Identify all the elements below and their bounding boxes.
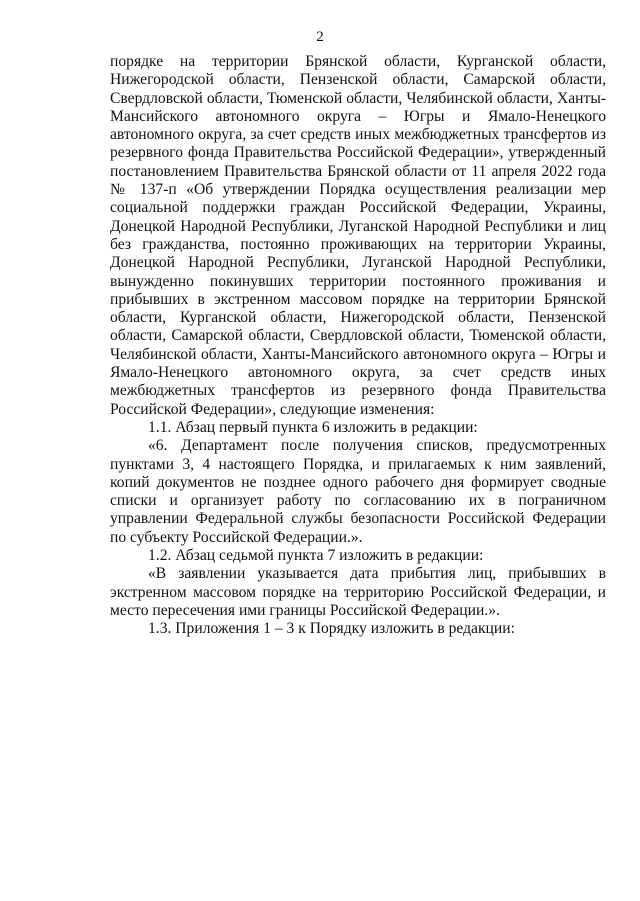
paragraph-item-1-1: 1.1. Абзац первый пункта 6 изложить в редакции:: [148, 418, 478, 436]
paragraph-quote-application: «В заявлении указывается дата прибытия лиц, прибывших в экстренном массовом порядке на территорию Российской Федерации, и место пересечения ими границы Российской Федерации.».: [110, 565, 606, 619]
paragraph-item-1-3: 1.3. Приложения 1 – 3 к Порядку изложить в редакции:: [148, 620, 515, 638]
paragraph-quote-item-6: «6. Департамент после получения списков, предусмотренных пунктами 3, 4 настоящего Порядка, и прилагаемых к ним заявлений, копий документов не позднее одного рабочего дня формирует сводные списки и организует работу по согласованию их в пограничном управлении Федеральной службы безопасности Российской Федерации по субъекту Российской Федерации.».: [110, 437, 606, 546]
document-body: [110, 53, 606, 639]
paragraph-continuation: порядке на территории Брянской области, Курганской области, Нижегородской области, Пензенской области, Самарской области, Свердловской области, Тюменской области, Челябинской области, Ханты-Мансийского автономного округа – Югры и Ямало-Ненецкого автономного округа, за счет средств иных межбюджетных трансфертов из резервного фонда Правительства Российской Федерации», утвержденный постановлением Правительства Брянской области от 11 апреля 2022 года № 137-п «Об утверждении Порядка осуществления реализации мер социальной поддержки граждан Российской Федерации, Украины, Донецкой Народной Республики, Луганской Народной Республики и лиц без гражданства, постоянно проживающих на территории Украины, Донецкой Народной Республики, Луганской Народной Республики, вынужденно покинувших территории постоянного проживания и прибывших в экстренном массовом порядке на территории Брянской области, Курганской области, Нижегородской области, Пензенской области, Самарской области, Свердловской области, Тюменской области, Челябинской области, Ханты-Мансийского автономного округа – Югры и Ямало-Ненецкого автономного округа, за счет средств иных межбюджетных трансфертов из резервного фонда Правительства Российской Федерации», следующие изменения:: [110, 53, 606, 418]
page-number: 2: [316, 29, 324, 45]
paragraph-item-1-2: 1.2. Абзац седьмой пункта 7 изложить в редакции:: [148, 547, 484, 565]
